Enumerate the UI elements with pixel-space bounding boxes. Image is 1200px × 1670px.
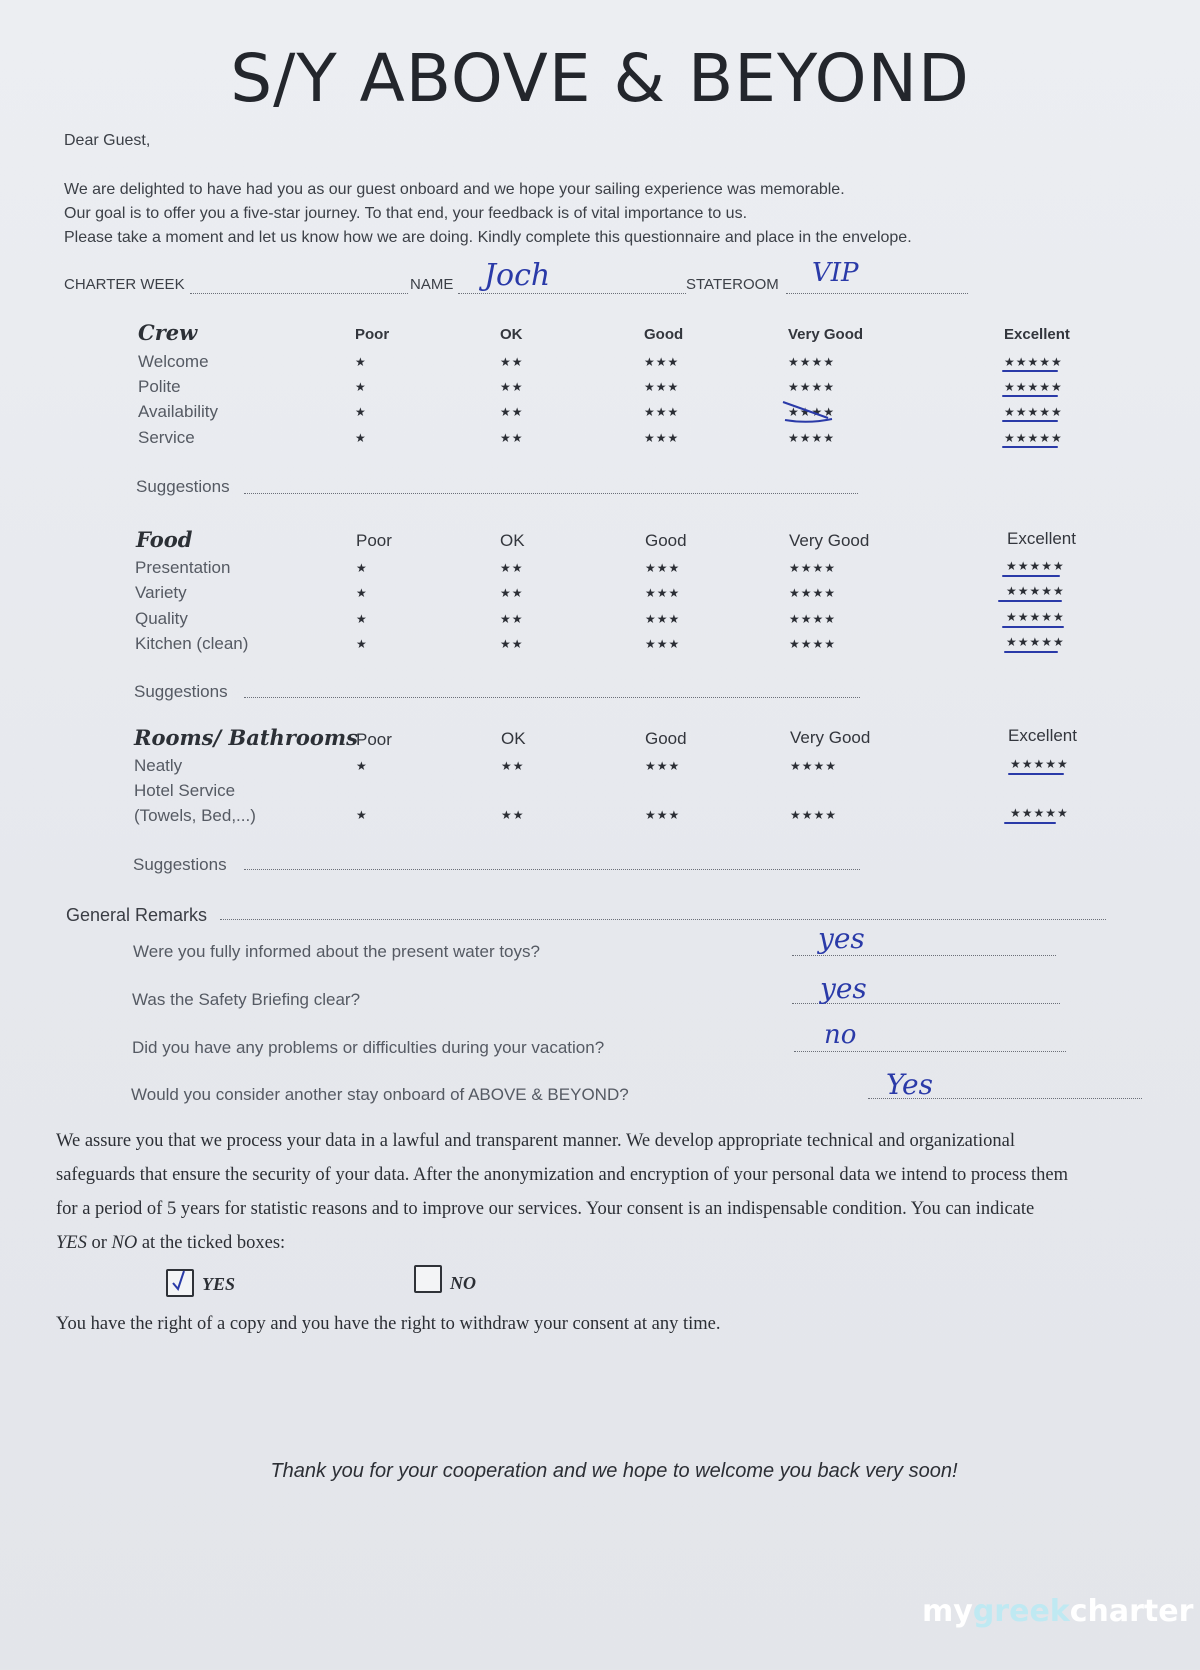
food-col-excellent: Excellent [1007, 529, 1076, 548]
selection-underline [1002, 575, 1060, 577]
rating-star-option[interactable]: ★★★ [644, 431, 680, 445]
rating-star-option[interactable]: ★★ [500, 637, 524, 651]
name-value: Joch [484, 258, 551, 293]
rating-star-option[interactable]: ★ [356, 612, 368, 626]
rating-star-option[interactable]: ★★★★★ [1006, 635, 1065, 649]
rating-star-option[interactable]: ★★★★ [788, 355, 836, 369]
question-another-stay: Would you consider another stay onboard of ABOVE & BEYOND? [131, 1085, 629, 1104]
rooms-row-hotel-service-detail: (Towels, Bed,...) [134, 806, 256, 825]
food-row-quality: Quality [135, 609, 188, 628]
rooms-col-ok: OK [501, 729, 526, 748]
rooms-row-neatly: Neatly [134, 756, 183, 775]
rating-star-option[interactable]: ★★★ [644, 355, 680, 369]
food-suggestions-label: Suggestions [134, 682, 228, 701]
privacy-no-word: NO [111, 1233, 138, 1253]
crew-row-welcome: Welcome [138, 352, 209, 371]
privacy-yes-word: YES [56, 1233, 87, 1253]
crew-section-title: Crew [138, 320, 198, 345]
watermark-part-charter: charter [1069, 1594, 1194, 1629]
rooms-col-good: Good [645, 729, 687, 748]
rating-star-option[interactable]: ★★★★ [790, 759, 838, 773]
crew-col-very-good: Very Good [788, 326, 864, 343]
selection-underline [1002, 370, 1058, 372]
rating-star-option[interactable]: ★ [355, 405, 367, 419]
privacy-line-4 [56, 1226, 1166, 1260]
mygreekcharter-watermark-logo [922, 1594, 1193, 1629]
crew-row-service: Service [138, 428, 195, 447]
answer-water-toys: yes [818, 922, 865, 955]
general-remarks-label: General Remarks [66, 905, 208, 925]
answer-safety-briefing: yes [820, 972, 867, 1005]
name-label: NAME [410, 276, 454, 293]
selection-underline [1002, 446, 1058, 448]
rooms-col-excellent: Excellent [1008, 726, 1077, 745]
rating-star-option[interactable]: ★★★★ [788, 431, 836, 445]
rating-star-option[interactable]: ★★ [500, 405, 524, 419]
rating-star-option[interactable]: ★ [356, 759, 368, 773]
food-col-good: Good [645, 531, 687, 550]
selection-underline [1004, 822, 1056, 824]
rating-star-option[interactable]: ★★★★★ [1006, 584, 1065, 598]
food-suggestions-field[interactable] [244, 696, 860, 698]
rating-star-option[interactable]: ★★★★ [789, 561, 837, 575]
answer-problems: no [824, 1020, 857, 1050]
answer-another-stay: Yes [886, 1068, 933, 1101]
thank-you-note: Thank you for your cooperation and we hope to welcome you back very soon! [270, 1460, 958, 1482]
charter-week-label: CHARTER WEEK [64, 276, 185, 293]
rating-star-option[interactable]: ★★★★ [789, 637, 837, 651]
crew-col-good: Good [644, 326, 684, 343]
stateroom-field[interactable] [786, 292, 968, 294]
rating-star-option[interactable]: ★★ [500, 431, 524, 445]
question-water-toys: Were you fully informed about the present water toys? [133, 942, 540, 961]
selection-underline [1002, 395, 1058, 397]
rating-star-option[interactable]: ★★ [500, 561, 524, 575]
rating-star-option[interactable]: ★★ [501, 759, 525, 773]
rooms-row-hotel-service: Hotel Service [134, 781, 236, 800]
intro-line-3: Please take a moment and let us know how we are doing. Kindly complete this questionnaire and place in the envelope. [64, 229, 912, 246]
selection-underline [1002, 420, 1058, 422]
crew-suggestions-label: Suggestions [136, 477, 230, 496]
crossed-out-mark [780, 398, 836, 426]
crew-row-polite: Polite [138, 377, 181, 396]
food-row-variety: Variety [135, 583, 187, 602]
rating-star-option[interactable]: ★★ [500, 355, 524, 369]
rating-star-option[interactable]: ★★★ [645, 561, 681, 575]
privacy-line-1: We assure you that we process your data in a lawful and transparent manner. We develop appropriate technical and organizational [56, 1131, 1016, 1151]
crew-col-ok: OK [500, 326, 523, 343]
privacy-or-word: or [86, 1233, 112, 1253]
rating-star-option[interactable]: ★★★★ [788, 405, 836, 419]
stateroom-label: STATEROOM [686, 276, 779, 293]
crew-col-excellent: Excellent [1004, 326, 1070, 343]
selection-underline [1002, 626, 1064, 628]
rating-star-option[interactable]: ★★★★★ [1006, 610, 1065, 624]
rating-star-option[interactable]: ★★★★★ [1004, 405, 1063, 419]
rating-star-option[interactable]: ★★★★★ [1006, 559, 1065, 573]
intro-line-1: We are delighted to have had you as our guest onboard and we hope your sailing experience was memorable. [64, 181, 845, 198]
rating-star-option[interactable]: ★★★ [645, 759, 681, 773]
intro-paragraph [64, 178, 912, 250]
privacy-line-3: for a period of 5 years for statistic reasons and to improve our services. Your consent is an indispensable condition. You can indicate [56, 1199, 1035, 1219]
rating-star-option[interactable]: ★★★★★ [1004, 355, 1063, 369]
rating-star-option[interactable]: ★★★★ [790, 808, 838, 822]
crew-col-poor: Poor [355, 326, 390, 343]
privacy-paragraph [56, 1124, 1166, 1260]
rating-star-option[interactable]: ★★★ [644, 380, 680, 394]
rating-star-option[interactable]: ★★★★★ [1004, 380, 1063, 394]
consent-no-checkbox[interactable] [414, 1265, 442, 1293]
consent-no-label: NO [450, 1273, 476, 1293]
charter-week-field[interactable] [190, 292, 408, 294]
rating-star-option[interactable]: ★★ [500, 586, 524, 600]
rating-star-option[interactable]: ★★ [500, 612, 524, 626]
rating-star-option[interactable]: ★★ [500, 380, 524, 394]
rating-star-option[interactable]: ★★ [501, 808, 525, 822]
check-mark-icon [166, 1267, 194, 1295]
selection-underline [1008, 773, 1064, 775]
consent-yes-checkbox[interactable] [166, 1269, 194, 1297]
rating-star-option[interactable]: ★★★ [645, 808, 681, 822]
rating-star-option[interactable]: ★ [356, 561, 368, 575]
food-col-poor: Poor [356, 531, 392, 550]
rating-star-option[interactable]: ★★★★ [789, 586, 837, 600]
selection-underline [998, 600, 1062, 602]
food-section-title: Food [136, 527, 193, 552]
rooms-suggestions-label: Suggestions [133, 855, 227, 874]
food-row-kitchen: Kitchen (clean) [135, 634, 249, 653]
intro-line-2: Our goal is to offer you a five-star journey. To that end, your feedback is of vital importance to us. [64, 205, 748, 222]
page-title: S/Y ABOVE & BEYOND [230, 40, 970, 117]
food-col-ok: OK [500, 531, 525, 550]
stateroom-value: VIP [812, 258, 859, 288]
rating-star-option[interactable]: ★★★★ [788, 380, 836, 394]
rating-star-option[interactable]: ★★★★★ [1010, 806, 1069, 820]
rating-star-option[interactable]: ★ [356, 808, 368, 822]
question-problems: Did you have any problems or difficulties during your vacation? [132, 1038, 605, 1057]
food-row-presentation: Presentation [135, 558, 231, 577]
watermark-part-my: my [922, 1594, 973, 1629]
answer-field-problems[interactable] [794, 1050, 1066, 1052]
rating-star-option[interactable]: ★★★★★ [1010, 757, 1069, 771]
rating-star-option[interactable]: ★ [355, 355, 367, 369]
food-col-very-good: Very Good [789, 531, 870, 550]
privacy-rest: at the ticked boxes: [137, 1233, 286, 1253]
rooms-col-very-good: Very Good [790, 728, 871, 747]
rating-star-option[interactable]: ★★★ [645, 612, 681, 626]
rooms-col-poor: Poor [356, 730, 392, 749]
rating-star-option[interactable]: ★★★ [645, 586, 681, 600]
watermark-part-greek: greek [972, 1594, 1070, 1629]
rating-star-option[interactable]: ★★★★★ [1004, 431, 1063, 445]
rating-star-option[interactable]: ★ [355, 380, 367, 394]
rights-statement: You have the right of a copy and you have the right to withdraw your consent at any time. [56, 1314, 721, 1334]
question-safety-briefing: Was the Safety Briefing clear? [132, 990, 361, 1009]
selection-underline [1004, 651, 1058, 653]
rating-star-option[interactable]: ★ [355, 431, 367, 445]
rating-star-option[interactable]: ★ [356, 637, 368, 651]
privacy-line-2: safeguards that ensure the security of your data. After the anonymization and encryption of your personal data we intend to process them [56, 1165, 1069, 1185]
rooms-section-title: Rooms/ Bathrooms [134, 725, 358, 750]
rating-star-option[interactable]: ★★★★ [789, 612, 837, 626]
rating-star-option[interactable]: ★ [356, 586, 368, 600]
crew-suggestions-field[interactable] [244, 492, 858, 494]
general-remarks-field[interactable] [220, 918, 1106, 920]
crew-row-availability: Availability [138, 402, 219, 421]
consent-yes-label: YES [202, 1274, 236, 1294]
rating-star-option[interactable]: ★★★ [645, 637, 681, 651]
rooms-suggestions-field[interactable] [244, 868, 860, 870]
rating-star-option[interactable]: ★★★ [644, 405, 680, 419]
greeting: Dear Guest, [64, 132, 151, 149]
